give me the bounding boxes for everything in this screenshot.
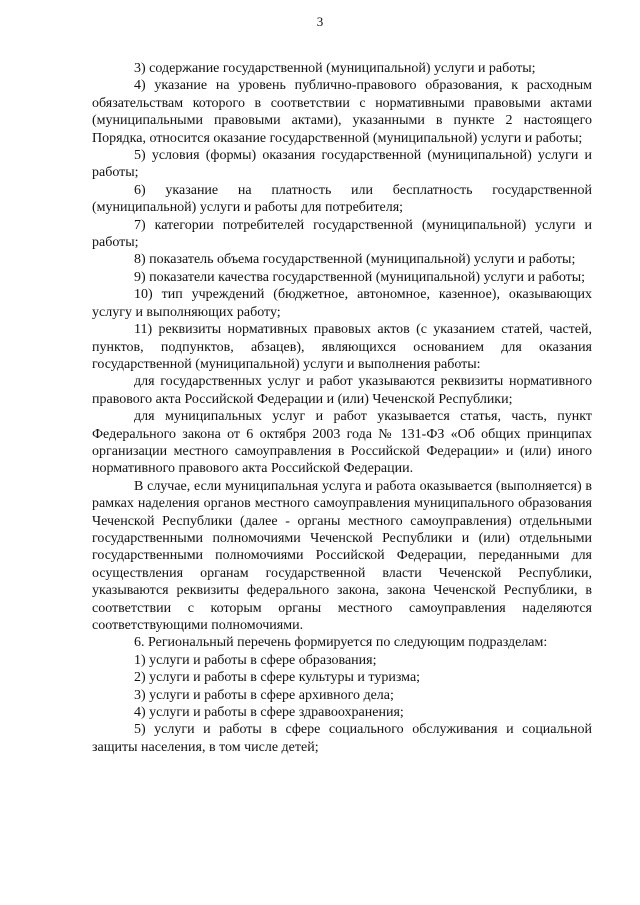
subsection-social: 5) услуги и работы в сфере социального обслуживания и социальной защиты населения, в том числе детей; — [92, 722, 592, 755]
subsection-culture: 2) услуги и работы в сфере культуры и туризма; — [134, 670, 421, 686]
subsection-healthcare: 4) услуги и работы в сфере здравоохранения; — [134, 705, 404, 721]
list-item-volume: 8) показатель объема государственной (муниципальной) услуги и работы; — [134, 252, 576, 268]
list-item-legal-acts: 11) реквизиты нормативных правовых актов (с указанием статей, частей, пунктов, подпунктов, абзацев), являющихся основанием для оказания государственной (муниципальной) услуги и выполнения работы: — [92, 322, 592, 372]
list-item-level: 4) указание на уровень публично-правового образования, к расходным обязательствам которого в соответствии с нормативными правовыми актами (муниципальными правовыми актами), указанными в пункте 2 настоящего Порядка, относится оказание государственной (муниципальной) услуги и работы; — [92, 78, 592, 146]
page-number: 3 — [316, 14, 324, 29]
list-item-institution-type: 10) тип учреждений (бюджетное, автономное, казенное), оказывающих услугу и выполняющих работу; — [92, 287, 592, 320]
subsection-archives: 3) услуги и работы в сфере архивного дела; — [134, 687, 394, 703]
document-body — [92, 60, 592, 756]
paragraph-municipal-services: для муниципальных услуг и работ указывается статья, часть, пункт Федерального закона от 6 октября 2003 года № 131-ФЗ «Об общих принципах организации местного самоуправления в Российской Федерации» и (или) иного нормативного правового акта Российской Федерации. — [92, 409, 592, 477]
list-item-consumers: 7) категории потребителей государственной (муниципальной) услуги и работы; — [92, 217, 592, 251]
paragraph-state-services: для государственных услуг и работ указываются реквизиты нормативного правового акта Российской Федерации и (или) Чеченской Республики; — [92, 374, 592, 407]
list-item-quality: 9) показатели качества государственной (муниципальной) услуги и работы; — [134, 269, 586, 285]
list-item-payment: 6) указание на платность или бесплатность государственной (муниципальной) услуги и работы для потребителя; — [92, 182, 592, 216]
section-heading-subsections: 6. Региональный перечень формируется по следующим подразделам: — [134, 635, 548, 651]
list-item-conditions: 5) условия (формы) оказания государственной (муниципальной) услуги и работы; — [92, 148, 592, 181]
list-item-content: 3) содержание государственной (муниципальной) услуги и работы; — [134, 61, 536, 76]
paragraph-delegated-powers: В случае, если муниципальная услуга и работа оказывается (выполняется) в рамках наделения органов местного самоуправления муниципального образования Чеченской Республики (далее - органы местного самоуправления) отдельными государственными полномочиями Чеченской Республики и (или) отдельными государственными полномочиями Российской Федерации, переданными для осуществления органам государственной власти Чеченской Республики, указываются реквизиты федерального закона, закона Чеченской Республики, в соответствии с которым органы местного самоуправления наделяются соответствующими полномочиями. — [92, 478, 592, 633]
subsection-education: 1) услуги и работы в сфере образования; — [134, 652, 377, 668]
